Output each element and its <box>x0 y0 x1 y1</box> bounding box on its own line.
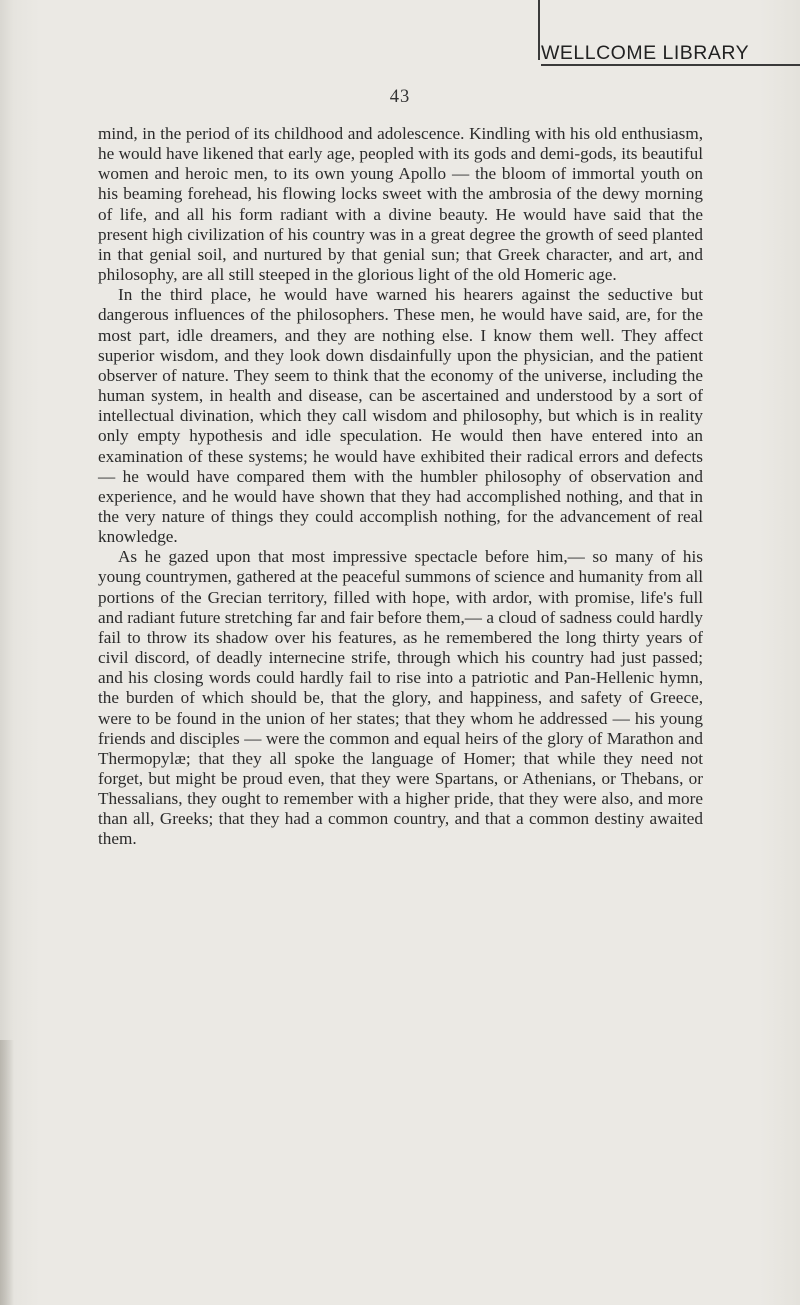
spine-shadow <box>0 1040 14 1305</box>
paragraph: mind, in the period of its childhood and adolescence. Kindling with his old enthusiasm, he would have likened that early age, peopled with its gods and demi-gods, its beautiful women and heroic men, to its own young Apollo — the bloom of immortal youth on his beaming forehead, his flowing locks sweet with the ambrosia of the dewy morning of life, and all his form radiant with a divine beauty. He would have said that the present high civilization of his country was in a great degree the growth of seed planted in that genial soil, and nurtured by that genial sun; that Greek character, and art, and philosophy, are all still steeped in the glorious light of the old Homeric age. <box>98 124 703 285</box>
stamp-border <box>538 0 540 60</box>
paragraph: In the third place, he would have warned his hearers against the seductive but dangerous influences of the philosophers. These men, he would have said, are, for the most part, idle dreamers, and they are nothing else. I know them well. They affect superior wisdom, and they look down disdainfully upon the physician, and the patient observer of nature. They seem to think that the economy of the universe, including the human system, in health and disease, can be ascertained and understood by a sort of intellectual divination, which they call wisdom and philosophy, but which is in reality only empty hypothesis and idle speculation. He would then have entered into an examination of these systems; he would have exhibited their radical errors and defects — he would have compared them with the humbler philosophy of observation and experience, and he would have shown that they had accomplished nothing, and that in the very nature of things they could accomplish nothing, for the advancement of real knowledge. <box>98 285 703 547</box>
library-stamp: WELLCOME LIBRARY <box>541 42 800 66</box>
paragraph: As he gazed upon that most impressive spectacle before him,— so many of his young countrymen, gathered at the peaceful summons of science and humanity from all portions of the Grecian territory, filled with hope, with ardor, with promise, life's full and radiant future stretching far and fair before them,— a cloud of sadness could hardly fail to throw its shadow over his features, as he remembered the long thirty years of civil discord, of deadly internecine strife, through which his country had just passed; and his closing words could hardly fail to rise into a patriotic and Pan-Hellenic hymn, the burden of which should be, that the glory, and happiness, and safety of Greece, were to be found in the union of her states; that they whom he addressed — his young friends and disciples — were the common and equal heirs of the glory of Marathon and Thermopylæ; that they all spoke the language of Homer; that while they need not forget, but might be proud even, that they were Spartans, or Athenians, or Thebans, or Thessalians, they ought to remember with a higher pride, that they were also, and more than all, Greeks; that they had a common country, and that a common destiny awaited them. <box>98 547 703 849</box>
body-text <box>98 124 703 850</box>
page-number: 43 <box>389 87 411 107</box>
